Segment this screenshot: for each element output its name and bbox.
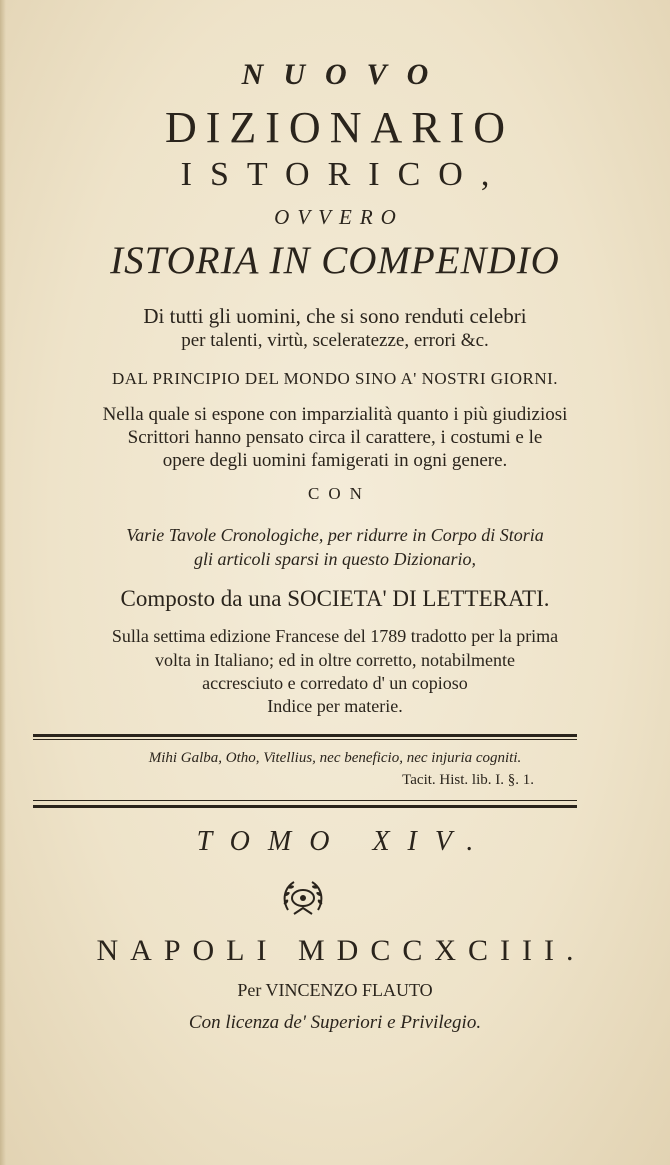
volume-number: TOMO XIV. bbox=[196, 826, 492, 857]
composto-line: Composto da una SOCIETA' DI LETTERATI. bbox=[120, 586, 550, 611]
top-rule bbox=[33, 734, 577, 737]
varie-tavole-line-2: gli articoli sparsi in questo Dizionario, bbox=[193, 549, 477, 569]
title-ovvero: OVVERO bbox=[274, 205, 404, 229]
dal-principio-line: DAL PRINCIPIO DEL MONDO SINO A' NOSTRI GIORNI. bbox=[111, 369, 559, 388]
description-line-2: per talenti, virtù, sceleratezze, errori &c. bbox=[181, 330, 489, 351]
con-line: CON bbox=[308, 484, 371, 503]
description-line-1: Di tutti gli uomini, che si sono renduti celebri bbox=[143, 304, 527, 328]
edition-note-line-2: volta in Italiano; ed in oltre corretto, notabilmente bbox=[155, 650, 515, 670]
top-rule-thin bbox=[33, 739, 577, 740]
laurel-wreath-icon bbox=[278, 874, 328, 920]
place-and-year: NAPOLI MDCCXCIII. bbox=[96, 934, 586, 967]
nella-line-3: opere degli uomini famigerati in ogni genere. bbox=[162, 450, 508, 471]
bottom-rule-thin bbox=[33, 800, 577, 801]
title-istoria-in-compendio: ISTORIA IN COMPENDIO bbox=[110, 239, 560, 282]
printer-line: Per VINCENZO FLAUTO bbox=[237, 980, 433, 1000]
varie-tavole-line-1: Varie Tavole Cronologiche, per ridurre in Corpo di Storia bbox=[126, 525, 544, 545]
title-dizionario: DIZIONARIO bbox=[164, 103, 515, 152]
edition-note-line-1: Sulla settima edizione Francese del 1789 tradotto per la prima bbox=[111, 626, 559, 646]
bottom-rule bbox=[33, 805, 577, 808]
edition-note-line-4: Indice per materie. bbox=[267, 696, 403, 716]
edition-note-line-3: accresciuto e corredato d' un copioso bbox=[202, 673, 468, 693]
title-nuovo: NUOVO bbox=[241, 58, 449, 91]
nella-line-1: Nella quale si espone con imparzialità quanto i più giudiziosi bbox=[102, 404, 568, 425]
licence-line: Con licenza de' Superiori e Privilegio. bbox=[188, 1012, 482, 1033]
nella-line-2: Scrittori hanno pensato circa il carattere, i costumi e le bbox=[127, 427, 543, 448]
title-istorico: ISTORICO, bbox=[180, 156, 508, 193]
motto-citation: Tacit. Hist. lib. I. §. 1. bbox=[402, 772, 534, 788]
motto-quote: Mihi Galba, Otho, Vitellius, nec beneficio, nec injuria cogniti. bbox=[148, 750, 522, 766]
